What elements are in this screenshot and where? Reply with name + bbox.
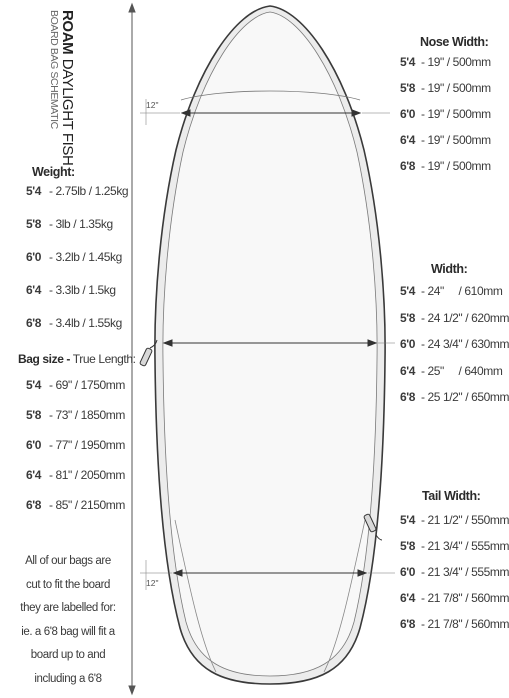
list-item: 5'8 - 21 3/4" / 555mm	[400, 539, 509, 553]
list-item: 6'4 - 21 7/8" / 560mm	[400, 591, 509, 605]
tail-offset-label: 12"	[146, 578, 159, 588]
list-item: 5'8 - 19" / 500mm	[400, 81, 491, 95]
list-item: 6'8 - 19" / 500mm	[400, 159, 491, 173]
list-item: 5'4 - 69" / 1750mm	[26, 378, 125, 392]
bag-inner	[163, 12, 377, 676]
list-item: 5'8 - 3lb / 1.35kg	[26, 217, 113, 231]
list-item: 6'4 - 19" / 500mm	[400, 133, 491, 147]
list-item: 6'8 - 3.4lb / 1.55kg	[26, 316, 122, 330]
tail-width-list	[400, 512, 509, 642]
width-list	[400, 283, 509, 416]
bag-size-list	[26, 377, 125, 527]
list-item: 6'4 - 25" / 640mm	[400, 363, 503, 378]
nose-width-list	[400, 54, 491, 184]
list-item: 6'0 - 24 3/4" / 630mm	[400, 337, 509, 351]
nose-width-heading: Nose Width:	[420, 35, 489, 49]
nose-offset-label: 12"	[146, 100, 159, 110]
list-item: 6'4 - 81" / 2050mm	[26, 468, 125, 482]
list-item: 5'4 - 24" / 610mm	[400, 284, 503, 298]
length-arrow	[129, 4, 135, 694]
list-item: 5'4 - 21 1/2" / 550mm	[400, 513, 509, 527]
brand-name: ROAM	[59, 10, 76, 55]
tail-width-heading: Tail Width:	[422, 489, 481, 503]
page-title	[58, 10, 76, 165]
bag-size-heading: Bag size - True Length:	[18, 352, 136, 366]
list-item: 6'8 - 85" / 2150mm	[26, 498, 125, 512]
list-item: 6'0 - 21 3/4" / 555mm	[400, 565, 509, 579]
list-item: 5'4 - 2.75lb / 1.25kg	[26, 184, 129, 198]
list-item: 5'4 - 19" / 500mm	[400, 55, 491, 69]
list-item: 6'8 - 25 1/2" / 650mm	[400, 390, 509, 404]
model-name: DAYLIGHT FISH	[59, 58, 76, 166]
list-item: 6'8 - 21 7/8" / 560mm	[400, 617, 509, 631]
list-item: 6'4 - 3.3lb / 1.5kg	[26, 283, 116, 297]
list-item: 6'0 - 3.2lb / 1.45kg	[26, 250, 122, 264]
page-subtitle: BOARD BAG SCHEMATIC	[48, 10, 60, 129]
weight-heading: Weight:	[32, 165, 75, 179]
list-item: 5'8 - 73" / 1850mm	[26, 408, 125, 422]
list-item: 5'8 - 24 1/2" / 620mm	[400, 310, 509, 325]
list-item: 6'0 - 77" / 1950mm	[26, 438, 125, 452]
weight-list	[26, 183, 128, 348]
fit-note: All of our bags are cut to fit the board they are labelled for: ie. a 6'8 bag will fit a board up to and including a 6'8	[20, 555, 116, 685]
list-item: 6'0 - 19" / 500mm	[400, 107, 491, 121]
width-heading: Width:	[431, 262, 468, 276]
